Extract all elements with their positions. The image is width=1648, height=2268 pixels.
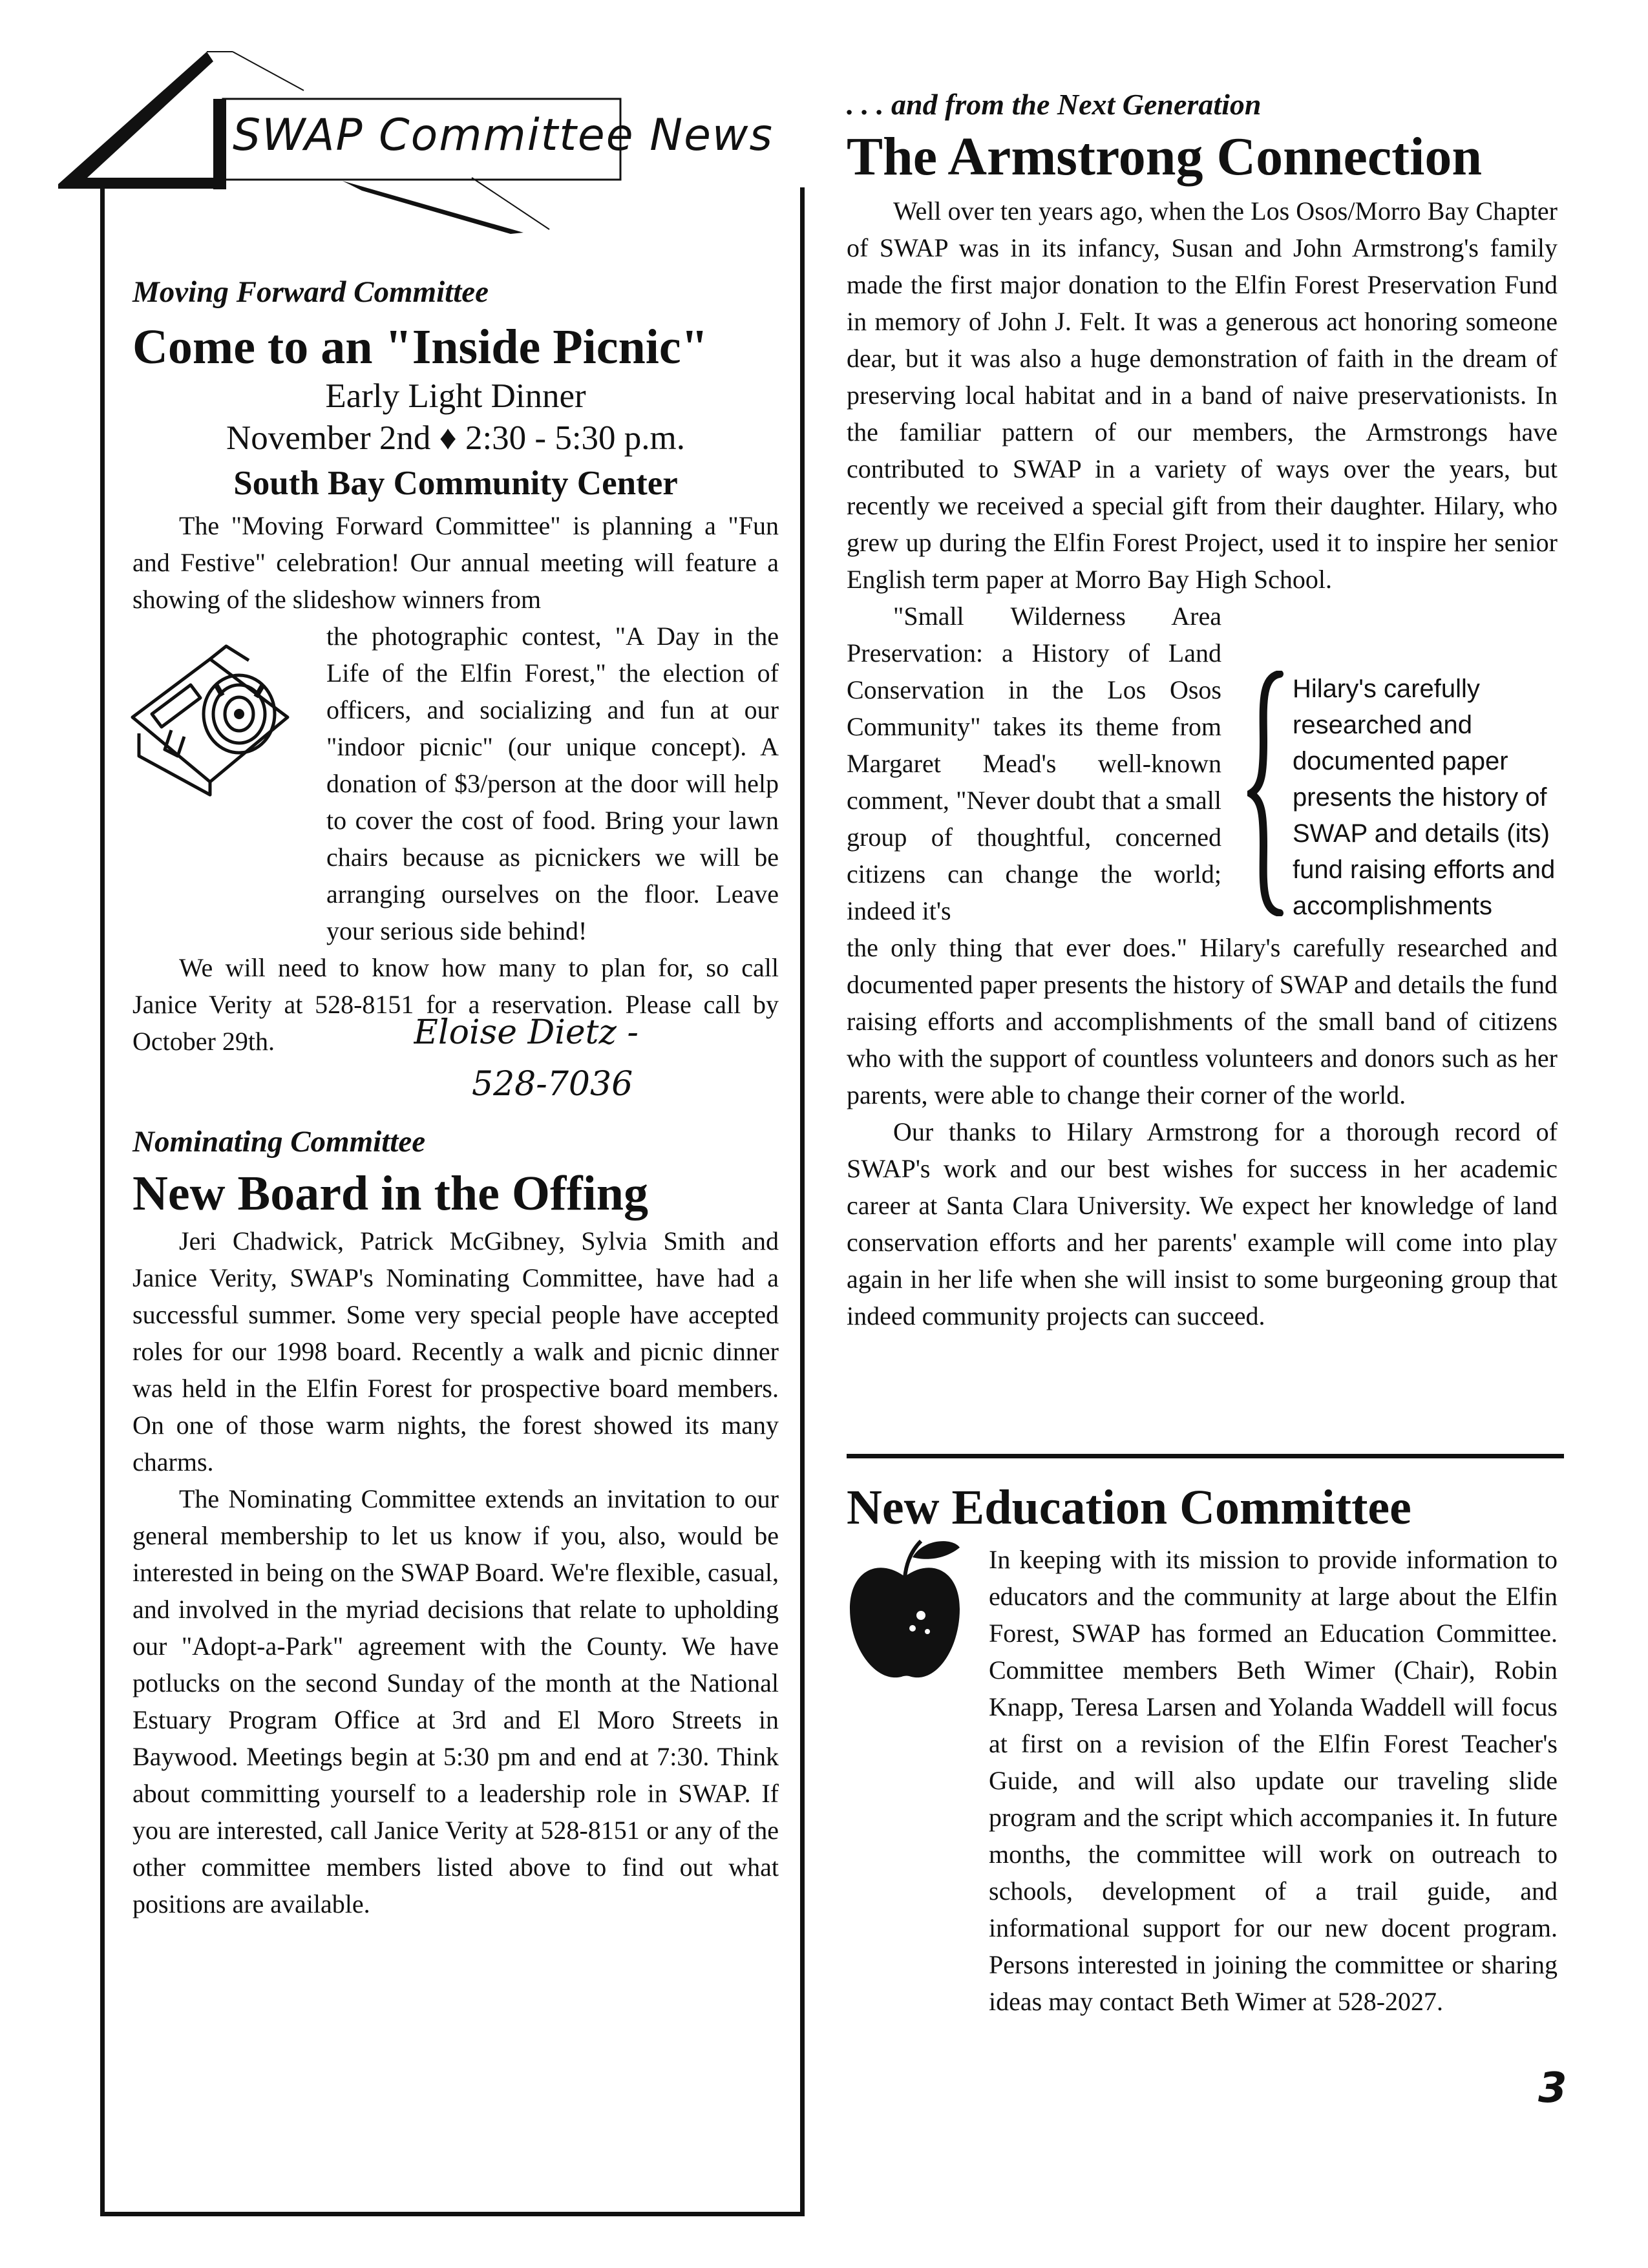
armstrong-kicker: . . . and from the Next Generation [847,88,1262,121]
armstrong-paragraph-1: Well over ten years ago, when the Los Osos/Morro Bay Chapter of SWAP was in its infancy, Susan and John Armstrong's family made the first major donation to the Elfin Forest Preservation Fund in memory of John J. Felt. It was a generous act honoring someone dear, but it was also a huge demonstration of faith in the dream of preserving local habitat and in a band of naive preservationists. In the familiar pattern of our members, the Armstrongs have contributed to SWAP in a variety of ways over the years, but recently we received a special gift from their daughter. Hilary, who grew up during the Elfin Forest Project, used it to inspire her senior English term paper at Morro Bay High School. [847,196,1558,594]
banner-title: SWAP Committee News [233,110,774,161]
armstrong-paragraph-2b: the only thing that ever does." Hilary's carefully researched and documented paper presents the history of SWAP and details the fund raising efforts and accomplishments of the small band of citizens who with the support of countless volunteers and donors such as her parents, were able to change their corner of the world. [847,933,1558,1109]
education-paragraph-1: In keeping with its mission to provide information to educators and the community at large about the Elfin Forest, SWAP has formed an Education Committee. Committee members Beth Wimer (Chair), Robin Knapp, Teresa Larsen and Yolanda Waddell will focus at first on a revision of the Elfin Forest Teacher's Guide, and will also update our traveling slide program and the script which accompanies it. In future months, the committee will work on outreach to schools, development of a trail guide, and informational support for our new docent program. Persons interested in joining the committee or sharing ideas may contact Beth Wimer at 528-2027. [989,1545,1558,2016]
picnic-date-line: November 2nd ♦ 2:30 - 5:30 p.m. [226,419,686,457]
armstrong-paragraph-3: Our thanks to Hilary Armstrong for a thorough record of SWAP's work and our best wishes for success in her academic career at Santa Clara University. We expect her knowledge of land conservation efforts and her parents' example will come into play again in her life when she will insist to some burgeoning group that indeed community projects can succeed. [847,1117,1558,1330]
armstrong-paragraph-2a: "Small Wilderness Area Preservation: a History of Land Conservation in the Los Osos Community" takes its theme from Margaret Mead's well-known comment, "Never doubt that a small group of thoughtful, concerned citizens can change the world; indeed it's [847,602,1221,925]
page-number: 3 [1538,2064,1567,2112]
armstrong-headline: The Armstrong Connection [847,127,1483,187]
picnic-paragraph-1b: the photographic contest, "A Day in the Life of the Elfin Forest," the election of officers, and socializing and fun at our "indoor picnic" (our unique concept). A donation of $3/person at the door will help to cover the cost of food. Bring your lawn chairs because as picnickers we will be arranging ourselves on the floor. Leave your serious side behind! [326,622,779,945]
picnic-paragraph-1a: The "Moving Forward Committee" is planning a "Fun and Festive" celebration! Our annual meeting will feature a showing of the slideshow winners from [132,511,779,614]
brace-icon [1247,671,1286,916]
board-body [132,1223,779,1922]
education-headline: New Education Committee [847,1480,1411,1535]
board-paragraph-1: Jeri Chadwick, Patrick McGibney, Sylvia Smith and Janice Verity, SWAP's Nominating Committee, have had a successful summer. Some very special people have accepted roles for our 1998 board. Recently a walk and picnic dinner was held in the Elfin Forest for prospective board members. On one of those warm nights, the forest showed its many charms. [132,1226,779,1476]
picnic-venue: South Bay Community Center [233,465,678,502]
handwritten-phone: 528-7036 [472,1065,633,1104]
board-kicker: Nominating Committee [132,1125,426,1159]
picnic-headline: Come to an "Inside Picnic" [132,320,708,374]
handwritten-name: Eloise Dietz - [414,1013,639,1052]
section-divider [847,1454,1564,1458]
pullquote: Hilary's carefully researched and documented paper presents the history of SWAP and details (its) fund raising efforts and accomplishments [1293,675,1556,920]
board-headline: New Board in the Offing [132,1166,648,1221]
board-paragraph-2: The Nominating Committee extends an invitation to our general membership to let us know if you, also, would be interested in being on the SWAP Board. We're flexible, casual, and involved in the myriad decisions that relate to upholding our "Adopt-a-Park" agreement with the County. We have potlucks on the second Sunday of the month at the National Estuary Program Office at 3rd and El Moro Streets in Baywood. Meetings begin at 5:30 pm and end at 7:30. Think about committing yourself to a leadership role in SWAP. If you are interested, call Janice Verity at 528-8151 or any of the other committee members listed above to find out what positions are available. [132,1484,779,1918]
apple-icon [840,1531,969,1693]
picnic-subtitle: Early Light Dinner [325,377,586,415]
picnic-kicker: Moving Forward Committee [132,275,489,309]
handwritten-note [414,1005,692,1108]
picnic-paragraph-2: We will need to know how many to plan for, so call Janice Verity at 528-8151 for a reservation. Please call by October 29th. [132,953,779,1056]
camera-icon [113,620,307,801]
